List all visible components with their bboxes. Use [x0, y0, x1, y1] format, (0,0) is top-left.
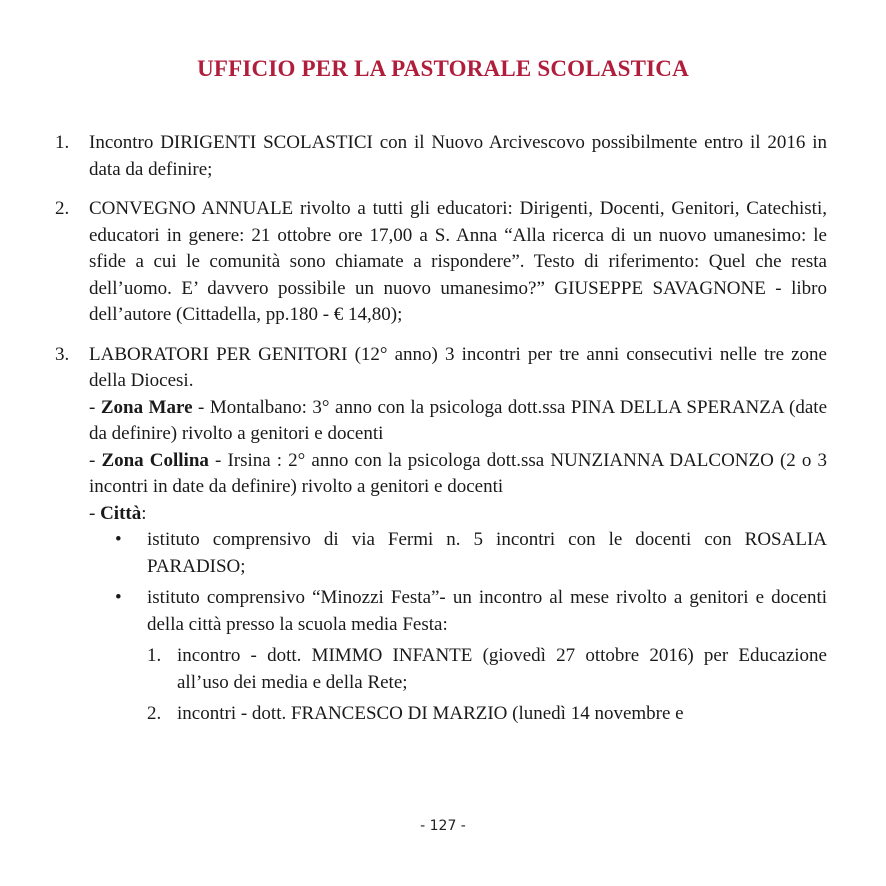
- item-number: 2.: [55, 198, 70, 219]
- zone-text: :: [141, 502, 147, 524]
- bullet-icon: •: [115, 587, 122, 608]
- zone-name: Zona Mare: [100, 396, 193, 418]
- item-text: Incontro DIRIGENTI SCOLASTICI con il Nuovo Arcivescovo possibilmente entro il 2016 in data da definire;: [89, 132, 827, 180]
- zone-citta: [89, 501, 827, 528]
- item-number: 3.: [55, 343, 70, 365]
- nested-number: 1.: [147, 645, 162, 666]
- page-number: - 127 -: [420, 818, 466, 834]
- bullet-text: istituto comprensivo di via Fermi n. 5 incontri con le docenti con ROSALIA PARADISO;: [147, 529, 827, 577]
- zone-name: Zona Collina: [101, 449, 209, 471]
- nested-text: incontro - dott. MIMMO INFANTE (giovedì 27 ottobre 2016) per Educazione all’uso dei media e della Rete;: [177, 645, 827, 693]
- bullet-icon: •: [115, 529, 122, 550]
- zone-prefix: -: [89, 396, 101, 418]
- item-text: CONVEGNO ANNUALE rivolto a tutti gli educatori: Dirigenti, Docenti, Genitori, Catechisti, educatori in genere: 21 ottobre ore 17,00 a S. Anna “Alla ricerca di un nuovo umanesimo: le sfide a cui le comunità sono chiamate a rispondere”. Testo di riferimento: Quel che resta dell’uomo. E’ davvero possibile un nuovo umanesimo?” GIUSEPPE SAVAGNONE - libro dell’autore (Cittadella, pp.180 - € 14,80);: [89, 198, 827, 325]
- item-text: LABORATORI PER GENITORI (12° anno) 3 incontri per tre anni consecutivi nelle tre zone della Diocesi.: [89, 343, 827, 391]
- nested-list: [147, 643, 827, 728]
- bullet-list: [89, 527, 827, 728]
- zone-name: Città: [100, 502, 142, 524]
- zone-text: - Montalbano: 3° anno con la psicologa dott.ssa PINA DELLA SPERANZA (date da definire) rivolto a genitori e docenti: [89, 396, 828, 444]
- page-title: UFFICIO PER LA PASTORALE SCOLASTICA: [197, 56, 689, 81]
- bullet-item: [115, 585, 827, 728]
- zone-text: - Irsina : 2° anno con la psicologa dott.ssa NUNZIANNA DALCONZO (2 o 3 incontri in date da definire) rivolto a genitori e docenti: [89, 449, 827, 497]
- nested-number: 2.: [147, 703, 162, 724]
- bullet-item: [115, 527, 827, 580]
- bullet-text: istituto comprensivo “Minozzi Festa”- un incontro al mese rivolto a genitori e docenti della città presso la scuola media Festa:: [147, 587, 827, 635]
- zone-prefix: -: [89, 502, 101, 524]
- list-item: [55, 196, 827, 329]
- list-item: [55, 342, 827, 728]
- list-item: [55, 130, 827, 183]
- nested-item: [147, 701, 827, 728]
- zone-mare: [89, 395, 827, 448]
- nested-text: incontri - dott. FRANCESCO DI MARZIO (lunedì 14 novembre e: [177, 703, 684, 724]
- nested-item: [147, 643, 827, 696]
- document-body: [55, 130, 827, 741]
- zone-prefix: -: [89, 449, 102, 471]
- zone-collina: [89, 448, 827, 501]
- item-number: 1.: [55, 132, 70, 153]
